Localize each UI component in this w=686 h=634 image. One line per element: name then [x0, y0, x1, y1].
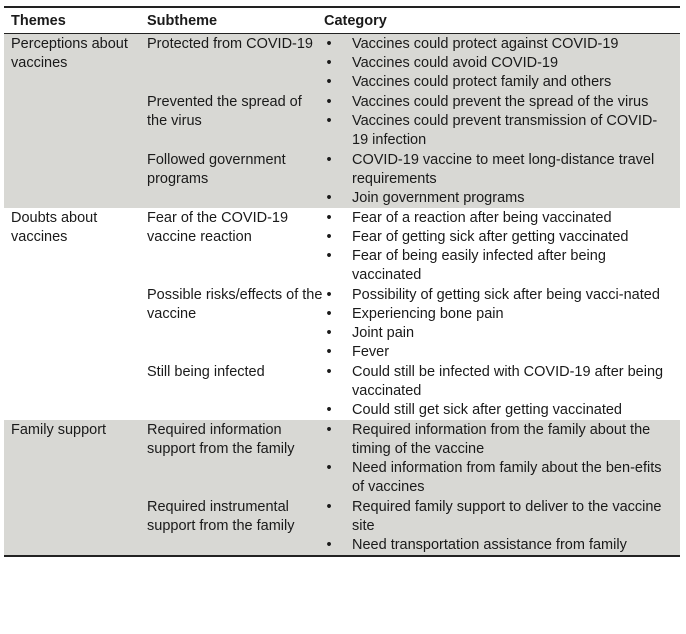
bullet-icon: • [326, 306, 332, 322]
category-item [324, 286, 680, 305]
category-text: COVID-19 vaccine to meet long-distance travel requirements [352, 152, 655, 187]
bullet-icon: • [326, 537, 332, 553]
table-body [4, 34, 680, 557]
category-item [324, 459, 680, 497]
bullet-icon: • [326, 344, 332, 360]
bullet-icon: • [326, 36, 332, 52]
category-list [324, 363, 680, 420]
category-text: Experiencing bone pain [352, 306, 504, 322]
category-cell [324, 92, 680, 150]
subtheme-header: Subtheme [147, 7, 324, 34]
subtheme-cell: Required instrumental support from the family [147, 497, 324, 556]
category-cell [324, 497, 680, 556]
table-row [4, 497, 680, 556]
category-text: Could still get sick after getting vaccinated [352, 402, 622, 418]
themes-header: Themes [4, 7, 147, 34]
category-item [324, 189, 680, 208]
category-cell [324, 150, 680, 208]
category-item [324, 421, 680, 459]
category-text: Fever [352, 344, 390, 360]
category-item [324, 151, 680, 189]
category-list [324, 93, 680, 150]
theme-cell [4, 497, 147, 556]
category-text: Fear of a reaction after being vaccinated [352, 210, 612, 226]
bullet-icon: • [326, 94, 332, 110]
category-item [324, 363, 680, 401]
bullet-icon: • [326, 190, 332, 206]
subtheme-cell: Protected from COVID-19 [147, 34, 324, 93]
category-item [324, 536, 680, 555]
theme-cell: Doubts about vaccines [4, 208, 147, 285]
bullet-icon: • [326, 325, 332, 341]
subtheme-cell: Fear of the COVID-19 vaccine reaction [147, 208, 324, 285]
table-row [4, 285, 680, 362]
table-row [4, 92, 680, 150]
category-item [324, 247, 680, 285]
category-text: Vaccines could prevent transmission of COVID-19 infection [352, 113, 658, 148]
category-text: Vaccines could avoid COVID-19 [352, 55, 559, 71]
table-row [4, 420, 680, 497]
subtheme-cell: Required information support from the family [147, 420, 324, 497]
category-list [324, 498, 680, 555]
category-text: Required family support to deliver to the vaccine site [352, 499, 662, 534]
bullet-icon: • [326, 499, 332, 515]
bullet-icon: • [326, 210, 332, 226]
category-text: Join government programs [352, 190, 525, 206]
theme-cell [4, 362, 147, 420]
category-text: Need information from family about the ben-efits of vaccines [352, 460, 662, 495]
table-row [4, 150, 680, 208]
header-row [4, 7, 680, 34]
category-item [324, 209, 680, 228]
category-item [324, 54, 680, 73]
category-item [324, 343, 680, 362]
bullet-icon: • [326, 364, 332, 380]
theme-cell: Family support [4, 420, 147, 497]
category-cell [324, 420, 680, 497]
subtheme-cell: Followed government programs [147, 150, 324, 208]
category-text: Required information from the family about the timing of the vaccine [352, 422, 651, 457]
category-text: Fear of being easily infected after being vaccinated [352, 248, 606, 283]
category-text: Vaccines could protect against COVID-19 [352, 36, 619, 52]
category-text: Joint pain [352, 325, 415, 341]
category-item [324, 112, 680, 150]
bullet-icon: • [326, 422, 332, 438]
category-item [324, 228, 680, 247]
bullet-icon: • [326, 402, 332, 418]
theme-cell [4, 285, 147, 362]
category-item [324, 305, 680, 324]
category-item [324, 93, 680, 112]
category-text: Vaccines could prevent the spread of the virus [352, 94, 649, 110]
subtheme-cell: Prevented the spread of the virus [147, 92, 324, 150]
category-cell [324, 362, 680, 420]
category-item [324, 324, 680, 343]
table-row [4, 362, 680, 420]
category-item [324, 73, 680, 92]
category-item [324, 401, 680, 420]
category-cell [324, 34, 680, 93]
category-text: Need transportation assistance from family [352, 537, 627, 553]
category-text: Vaccines could protect family and others [352, 74, 612, 90]
bullet-icon: • [326, 287, 332, 303]
bullet-icon: • [326, 152, 332, 168]
theme-cell: Perceptions about vaccines [4, 34, 147, 93]
category-list [324, 286, 680, 362]
category-list [324, 421, 680, 497]
category-list [324, 209, 680, 285]
category-text: Fear of getting sick after getting vaccinated [352, 229, 629, 245]
table-row [4, 34, 680, 93]
bullet-icon: • [326, 460, 332, 476]
category-cell [324, 285, 680, 362]
table-row [4, 208, 680, 285]
category-item [324, 498, 680, 536]
bullet-icon: • [326, 113, 332, 129]
themes-table [4, 6, 680, 557]
category-text: Possibility of getting sick after being vacci-nated [352, 287, 660, 303]
category-item [324, 35, 680, 54]
category-header: Category [324, 7, 680, 34]
category-list [324, 35, 680, 92]
theme-cell [4, 150, 147, 208]
bullet-icon: • [326, 248, 332, 264]
category-text: Could still be infected with COVID-19 after being vaccinated [352, 364, 664, 399]
bullet-icon: • [326, 55, 332, 71]
bullet-icon: • [326, 74, 332, 90]
bullet-icon: • [326, 229, 332, 245]
theme-cell [4, 92, 147, 150]
category-list [324, 151, 680, 208]
category-cell [324, 208, 680, 285]
subtheme-cell: Possible risks/effects of the vaccine [147, 285, 324, 362]
subtheme-cell: Still being infected [147, 362, 324, 420]
